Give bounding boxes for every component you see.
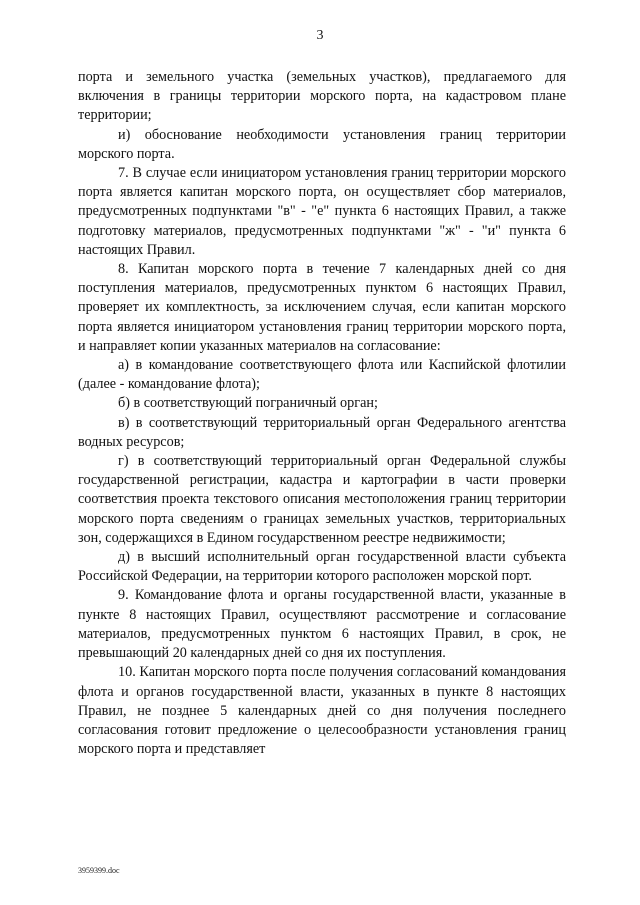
paragraph-subitem-a: а) в командование соответствующего флота или Каспийской флотилии (далее - командование флота); [78,357,566,393]
page-number: 3 [316,28,324,43]
paragraph-subitem-g: г) в соответствующий территориальный орган Федеральной службы государственной регистрации, кадастра и картографии в части проверки соответствия проекта текстового описания местоположения границ территории морского порта сведениям о границах земельных участков, территориальных зон, содержащихся в Едином государственном реестре недвижимости; [78,453,566,546]
document-file-code: 3959399.doc [78,866,120,875]
document-body [78,68,566,759]
paragraph-item-9: 9. Командование флота и органы государственной власти, указанные в пункте 8 настоящих Правил, осуществляют рассмотрение и согласование материалов, предусмотренных пунктом 6 настоящих Правил, в срок, не превышающий 20 календарных дней со дня их поступления. [78,587,566,662]
paragraph-subitem-i: и) обоснование необходимости установления границ территории морского порта. [78,126,566,162]
paragraph-subitem-v: в) в соответствующий территориальный орган Федерального агентства водных ресурсов; [78,414,566,450]
paragraph-subitem-b: б) в соответствующий пограничный орган; [118,395,378,412]
paragraph-item-7: 7. В случае если инициатором установления границ территории морского порта является капитан морского порта, он осуществляет сбор материалов, предусмотренных подпунктами "в" - "е" пункта 6 настоящих Правил, а также подготовку материалов, предусмотренных подпунктами "ж" - "и" пункта 6 настоящих Правил. [78,165,566,258]
paragraph-continuation: порта и земельного участка (земельных участков), предлагаемого для включения в границы территории морского порта, на кадастровом плане территории; [78,69,566,124]
paragraph-item-10: 10. Капитан морского порта после получения согласований командования флота и органов государственной власти, указанных в пункте 8 настоящих Правил, не позднее 5 календарных дней со дня получения последнего согласования готовит предложение о целесообразности установления границ морского порта и представляет [78,664,566,758]
paragraph-item-8: 8. Капитан морского порта в течение 7 календарных дней со дня поступления материалов, предусмотренных пунктом 6 настоящих Правил, проверяет их комплектность, за исключением случая, если капитан морского порта является инициатором установления границ территории морского порта, и направляет копии указанных материалов на согласование: [78,261,566,354]
paragraph-subitem-d: д) в высший исполнительный орган государственной власти субъекта Российской Федерации, на территории которого расположен морской порт. [78,549,566,585]
